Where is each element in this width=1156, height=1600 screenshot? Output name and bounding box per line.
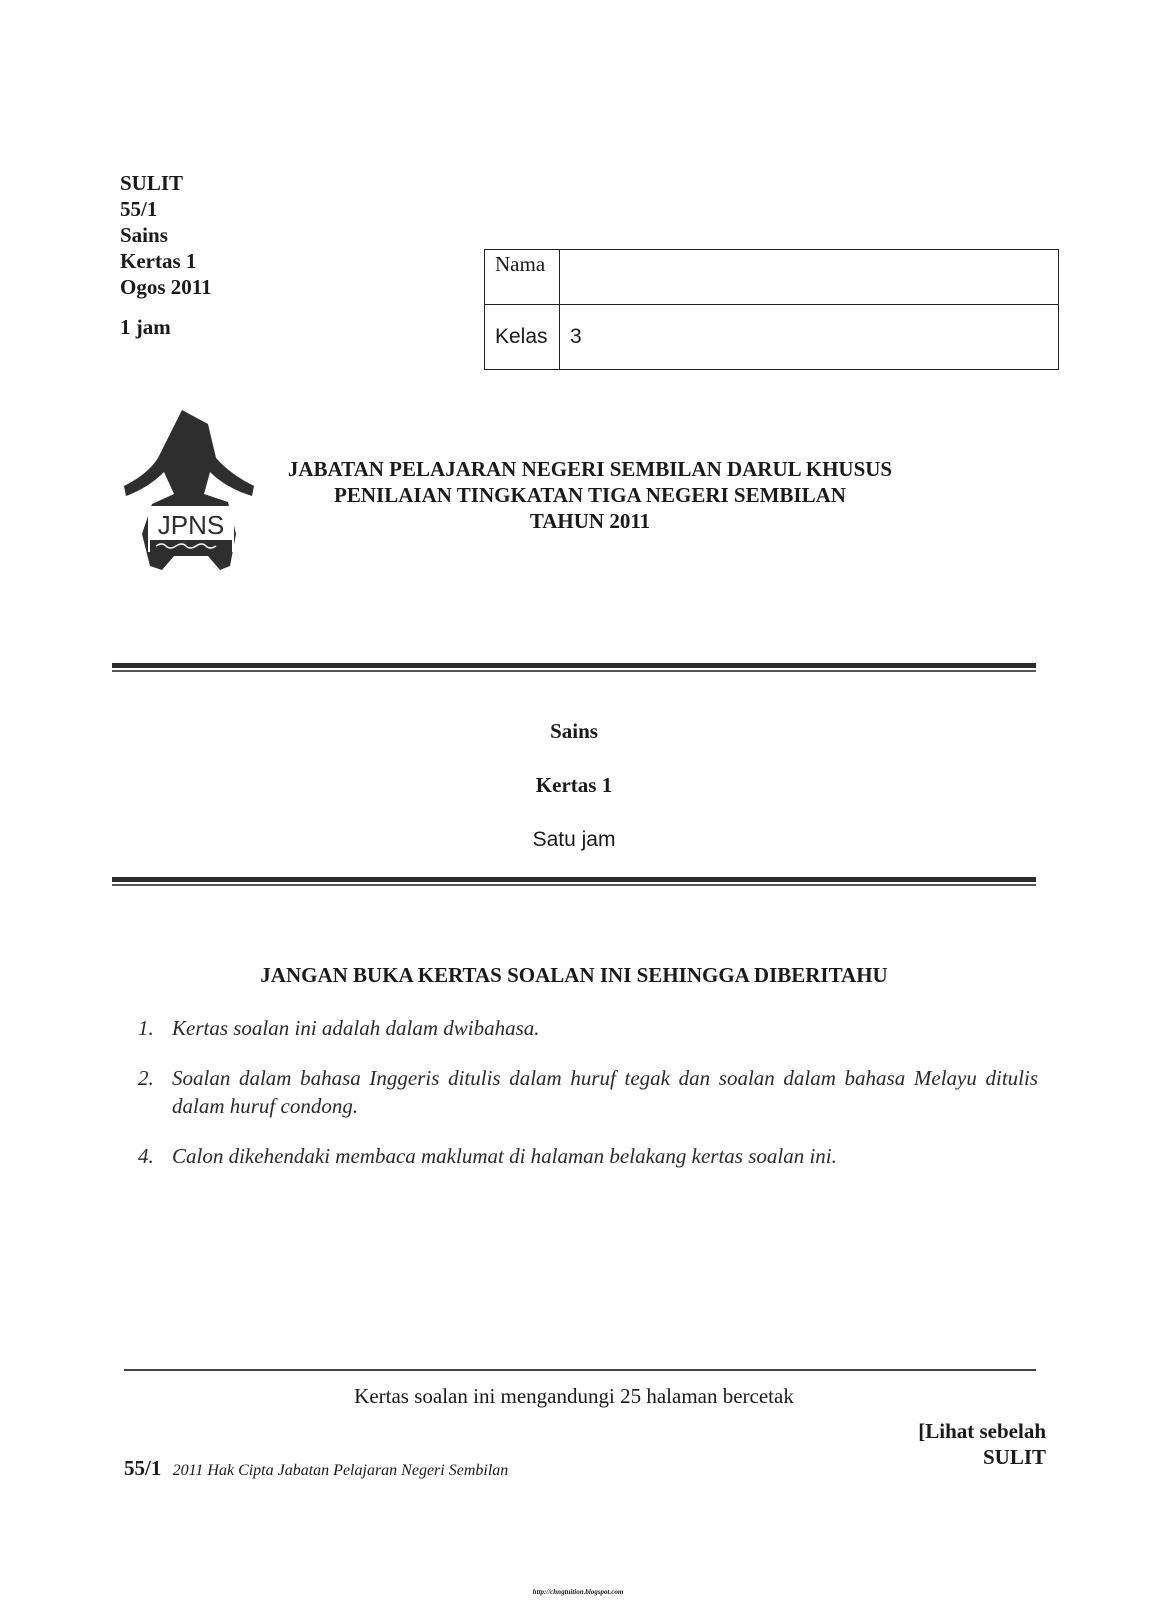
logo-text: JPNS	[157, 510, 225, 540]
copyright-line	[124, 1456, 508, 1481]
page-count-note: Kertas soalan ini mengandungi 25 halaman bercetak	[354, 1384, 794, 1408]
exam-date: Ogos 2011	[120, 275, 212, 299]
subject-label: Sains	[120, 223, 168, 247]
source-url[interactable]: http://chngtuition.blogspot.com	[532, 1588, 624, 1596]
item-number: 1.	[138, 1016, 154, 1040]
list-item	[138, 1142, 1038, 1170]
class-label: Kelas	[485, 305, 560, 370]
footer-divider	[124, 1369, 1036, 1371]
class-field[interactable]: 3	[560, 305, 1059, 370]
institution-title	[260, 456, 920, 534]
see-next-page: [Lihat sebelah	[918, 1419, 1046, 1443]
instructions-list	[138, 1014, 1038, 1192]
item-number: 4.	[138, 1144, 154, 1168]
exam-subject: Sains	[550, 719, 598, 743]
item-text: Soalan dalam bahasa Inggeris ditulis dalam huruf tegak dan soalan dalam bahasa Melayu ditulis dalam huruf condong.	[172, 1066, 1038, 1118]
jpns-logo	[122, 410, 260, 580]
top-divider	[112, 663, 1036, 672]
footer-right	[918, 1418, 1046, 1470]
institution-line-2: PENILAIAN TINGKATAN TIGA NEGERI SEMBILAN	[334, 483, 846, 507]
footer-code: 55/1	[124, 1456, 162, 1480]
list-item	[138, 1014, 1038, 1042]
footer-classification: SULIT	[982, 1445, 1046, 1469]
copyright-text: 2011 Hak Cipta Jabatan Pelajaran Negeri Sembilan	[172, 1462, 509, 1479]
item-number: 2.	[138, 1066, 154, 1090]
paper-code: 55/1	[120, 197, 158, 221]
institution-line-3: TAHUN 2011	[529, 509, 651, 533]
classification-label: SULIT	[120, 171, 184, 195]
student-info-box	[484, 249, 1059, 370]
header-block	[120, 170, 212, 340]
item-text: Kertas soalan ini adalah dalam dwibahasa.	[172, 1016, 540, 1040]
institution-line-1: JABATAN PELAJARAN NEGERI SEMBILAN DARUL KHUSUS	[287, 457, 893, 481]
item-text: Calon dikehendaki membaca maklumat di halaman belakang kertas soalan ini.	[172, 1144, 837, 1168]
exam-paper: Kertas 1	[535, 773, 613, 797]
list-item	[138, 1064, 1038, 1120]
duration-label: 1 jam	[120, 315, 171, 339]
name-field[interactable]	[560, 250, 1059, 305]
warning-heading: JANGAN BUKA KERTAS SOALAN INI SEHINGGA DIBERITAHU	[260, 963, 888, 987]
exam-duration: Satu jam	[532, 828, 616, 851]
paper-label: Kertas 1	[120, 249, 197, 273]
bottom-divider	[112, 877, 1036, 886]
name-label: Nama	[485, 250, 560, 305]
